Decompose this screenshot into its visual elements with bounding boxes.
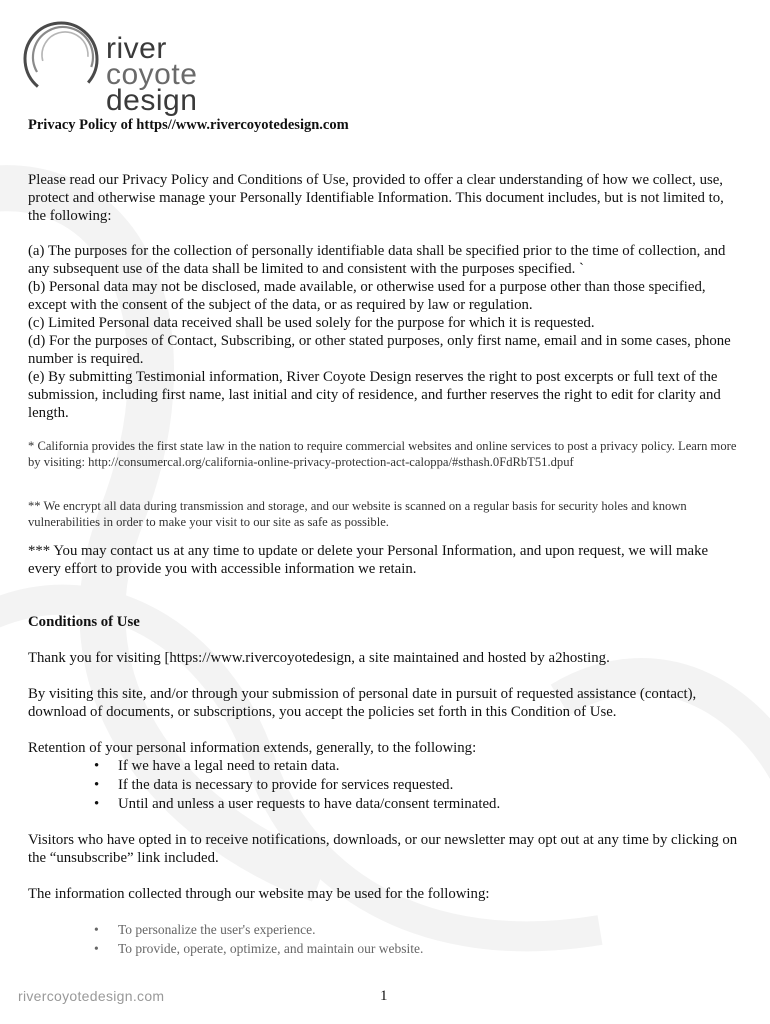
retention-list	[28, 757, 744, 814]
intro-paragraph: Please read our Privacy Policy and Conditions of Use, provided to offer a clear understanding of how we collect, use, protect and otherwise manage your Personally Identifiable Information. This document includes, but is not limited to, the following:	[28, 172, 724, 224]
logo-swirl-icon	[18, 16, 104, 102]
usage-list	[28, 920, 744, 958]
list-item: • Until and unless a user requests to have data/consent terminated.	[28, 795, 744, 814]
page-title: Privacy Policy of https//www.rivercoyotedesign.com	[28, 117, 349, 133]
list-item: • If the data is necessary to provide for services requested.	[28, 776, 744, 795]
conditions-visiting: By visiting this site, and/or through your submission of personal date in pursuit of requested assistance (contact), download of documents, or subscriptions, you accept the policies set forth in this Condition of Use.	[28, 686, 697, 720]
policy-item-b: (b) Personal data may not be disclosed, made available, or otherwise used for a purpose other than those specified, except with the consent of the subject of the data, or as required by law or regulation.	[28, 279, 706, 313]
list-item: • To personalize the user's experience.	[28, 920, 744, 939]
policy-item-a: (a) The purposes for the collection of personally identifiable data shall be specified prior to the time of collection, and any subsequent use of the data shall be limited to and consistent with the purposes specified. `	[28, 243, 726, 277]
note-encrypt: ** We encrypt all data during transmission and storage, and our website is scanned on a regular basis for security holes and known vulnerabilities in order to make your visit to our site as safe as possible.	[28, 499, 687, 529]
policy-item-d: (d) For the purposes of Contact, Subscribing, or other stated purposes, only first name, email and in some cases, phone number is required.	[28, 333, 731, 367]
logo-wordmark	[106, 32, 198, 117]
logo-line-river: river	[106, 32, 167, 65]
logo-line-design: design	[106, 83, 198, 117]
brand-logo	[18, 16, 258, 117]
usage-intro: The information collected through our website may be used for the following:	[28, 886, 490, 902]
list-item: • To provide, operate, optimize, and maintain our website.	[28, 939, 744, 958]
policy-item-c: (c) Limited Personal data received shall be used solely for the purpose for which it is requested.	[28, 315, 595, 331]
page-number: 1	[380, 988, 388, 1004]
retention-intro: Retention of your personal information extends, generally, to the following:	[28, 740, 477, 756]
list-item: • If we have a legal need to retain data.	[28, 757, 744, 776]
optout-paragraph: Visitors who have opted in to receive notifications, downloads, or our newsletter may opt out at any time by clicking on the “unsubscribe” link included.	[28, 832, 738, 866]
footer-site-url: rivercoyotedesign.com	[18, 988, 165, 1004]
logo-line-coyote: coyote	[106, 57, 198, 91]
policy-item-e: (e) By submitting Testimonial information, River Coyote Design reserves the right to post excerpts or full text of the submission, including first name, last initial and city of residence, and further reserves the right to edit for clarity and length.	[28, 369, 721, 421]
note-contact: *** You may contact us at any time to update or delete your Personal Information, and upon request, we will make every effort to provide you with accessible information we retain.	[28, 543, 709, 577]
note-california: * California provides the first state law in the nation to require commercial websites and online services to post a privacy policy. Learn more by visiting: http://consumercal.org/california-online-privacy-protection-act-caloppa/#sthash.0FdRbT51.dpuf	[28, 439, 737, 469]
conditions-thanks: Thank you for visiting [https://www.rivercoyotedesign, a site maintained and hosted by a2hosting.	[28, 650, 610, 666]
policy-items	[28, 242, 744, 422]
conditions-heading: Conditions of Use	[28, 614, 140, 630]
